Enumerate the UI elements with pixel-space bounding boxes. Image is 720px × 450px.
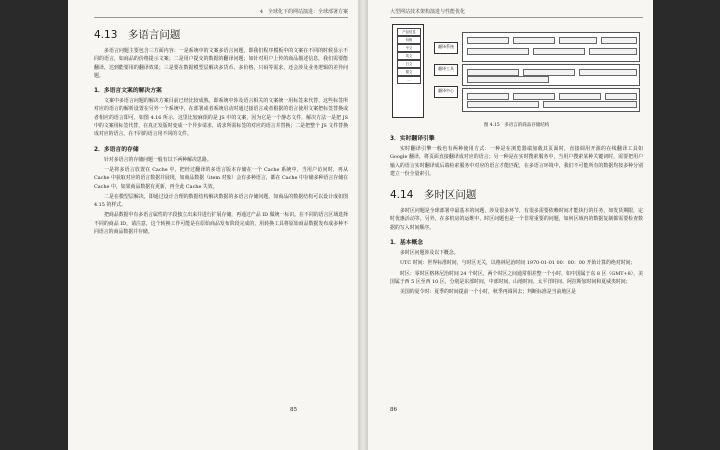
page-number: 85	[290, 407, 297, 413]
figure-cell	[467, 37, 509, 44]
figure-cell	[467, 93, 509, 100]
figure-cell	[601, 37, 637, 44]
figure-cell	[513, 93, 555, 100]
figure-cell	[605, 93, 637, 100]
figure-side-item: 价格	[397, 36, 421, 44]
paragraph: 多时区问题涉及以下概念。	[400, 250, 459, 257]
paragraph: 针对多语言的存储问题一般有以下两种解决思路。	[104, 156, 212, 163]
figure-side-item: 日文	[397, 60, 421, 68]
figure-block: 翻译工具	[434, 64, 458, 76]
figure-cell	[559, 93, 601, 100]
figure-cell	[467, 101, 539, 108]
figure-cell	[467, 48, 529, 55]
figure-block: 翻译中心	[434, 86, 458, 98]
paragraph: 多时区问题是全球部署中最基本的问题，涉及很多环节，有很多需要依赖时间才能执行的任务，如发货期限，定时优惠活动等。另外，在多机房的运维中，时区问题也是一个非常重要的问题，如何区域内的数据复制都需要检查数据的写入时间顺序。	[390, 208, 643, 231]
subsection-title: 1．基本概念	[390, 240, 424, 247]
figure-side-item: 产品信息	[397, 28, 421, 36]
page-number: 86	[390, 407, 397, 413]
figure-cell	[467, 69, 519, 76]
subsection-title: 3．实时翻译引擎	[390, 136, 435, 142]
paragraph: 美国的夏令时：夏季的时间提前一个小时，秋季再调回去；判断标准是当前地区是	[400, 289, 577, 296]
subsection-title: 1．多语言文案的解决方案	[94, 88, 162, 95]
left-page	[68, 0, 358, 450]
figure-side-item: ...	[397, 76, 421, 84]
figure-side-item: 英文	[397, 52, 421, 60]
book-gutter	[358, 0, 368, 450]
figure-cell	[513, 37, 555, 44]
figure-cell	[533, 48, 585, 55]
running-head: 大型网站技术架构演进与性能优化	[390, 8, 643, 18]
figure-cell	[589, 48, 637, 55]
running-head: 4 全球化下的网站演进：全球部署方案	[94, 8, 348, 18]
figure-cell	[543, 101, 637, 108]
figure-table-group	[462, 64, 640, 86]
paragraph: 时区：零时区格林尼治时间 24 个时区，两个时区之间通常相差整一个小时，如中国属于东 8 区（GMT+8），美国属于西 5 区至西 10 区，分别是东部时间、中部时间、山地时间、太平洋时间、阿拉斯加时间和夏威夷时间；	[390, 270, 643, 285]
figure-cell	[559, 37, 597, 44]
paragraph: 文案中多语言问题的解决方案目前已经比较成熟，即系统中涉及语言相关的文案统一用标签来代替，这些标签所对应的语言的解析设置在另外一个系统中，在部署或者系统启动时通过接语言或者根据的语言使用文案把标签替换或者相应的语言即可，如图 4.16 所示，这里比较麻烦的是 JS 中的文案，因为它是一个静态文件，解决方法一是把 JS 中的文案用标签代替，在真正发版时变成一个异步请求，请求所需标签的对应的语言并替换；二是把整个 JS 文件替换成对应的语言，在不同的语言用不同的文件。	[94, 98, 348, 138]
right-page	[368, 0, 653, 450]
figure-cell	[467, 76, 549, 83]
figure-block: 翻译系统	[434, 42, 458, 54]
figure-caption: 图 4.15 多语言的商品存储结构	[483, 123, 550, 128]
figure-table-group	[462, 32, 640, 62]
figure-side-column	[392, 24, 424, 118]
figure-cell	[579, 69, 637, 76]
paragraph: 实时翻译引擎一般也有两种使用方式：一种是在浏览器端加载其页面时，直接调用开源的在线翻译工具如 Google 翻译，将页面直接翻译成对应的语言；另一种是在实时搜索服务中，当用户搜索某种关键词时，需要把用户输入的语言实时翻译成后端检索服务中对应的语言才能匹配，在多语言环境中，我们不可能所有的数据均按多种分别建立一份全量索引。	[390, 146, 643, 177]
paragraph: 把商品数据中有多语言属性的字段独立出来并进行扩展存储，再通过产品 ID 做统一标识。在不同的语言区域选择不同的商品 ID，请注意，这个转换工作可能是在原始商品发布阶段完成的，用转换工具将原始商品数据发布成多种不同语言的商品数据并存储。	[94, 212, 348, 236]
figure-table-group	[462, 88, 640, 112]
figure-side-item: 德文	[397, 68, 421, 76]
figure-storage-structure	[390, 22, 643, 120]
section-title: 4.13 多语言问题	[94, 29, 181, 41]
paragraph: 多语言问题主要包含三方面内容：一是系统中的文案多语言问题，即我们程序模板中的文案在不同的时候显示不同的语言，如商品的价格提示文案；二是用户提交的数据的翻译问题；如针对用户上传的商品描述信息，我们需要能翻译，达到能要用的翻译效果；三是要在数据模型层解决多货币、多价格、只码等需求，还会涉及业务逻辑的差异问题。	[94, 48, 348, 79]
section-title: 4.14 多时区问题	[390, 189, 477, 202]
paragraph: 二是在模型层解决，即通过设计合理的数据结构解决数据的多语言存储问题，如商品的数据结构可以设计成如图 4.15 的样式。	[94, 193, 348, 209]
subsection-title: 2．多语言的存储	[94, 146, 139, 153]
figure-side-item: 中文	[397, 44, 421, 52]
paragraph: 一是将多语言放置在 Cache 中，把经过翻译的多语言版本存储在一个 Cache 系统中，当用户访问时，再从 Cache 中获取对应的语言数据并展现，如商品数据（item 对象）会有多种语言，都在 Cache 中存储多种语言存储在 Cache 中，如果商品数据有更新，再全此 Cache 失效。	[94, 166, 348, 190]
figure-cell	[523, 69, 575, 76]
paragraph: UTC 时间：世界标准时间，与时区无关，以格林尼治时间 1970-01-01 00：00：00 开始计算的绝对时间；	[400, 260, 636, 267]
